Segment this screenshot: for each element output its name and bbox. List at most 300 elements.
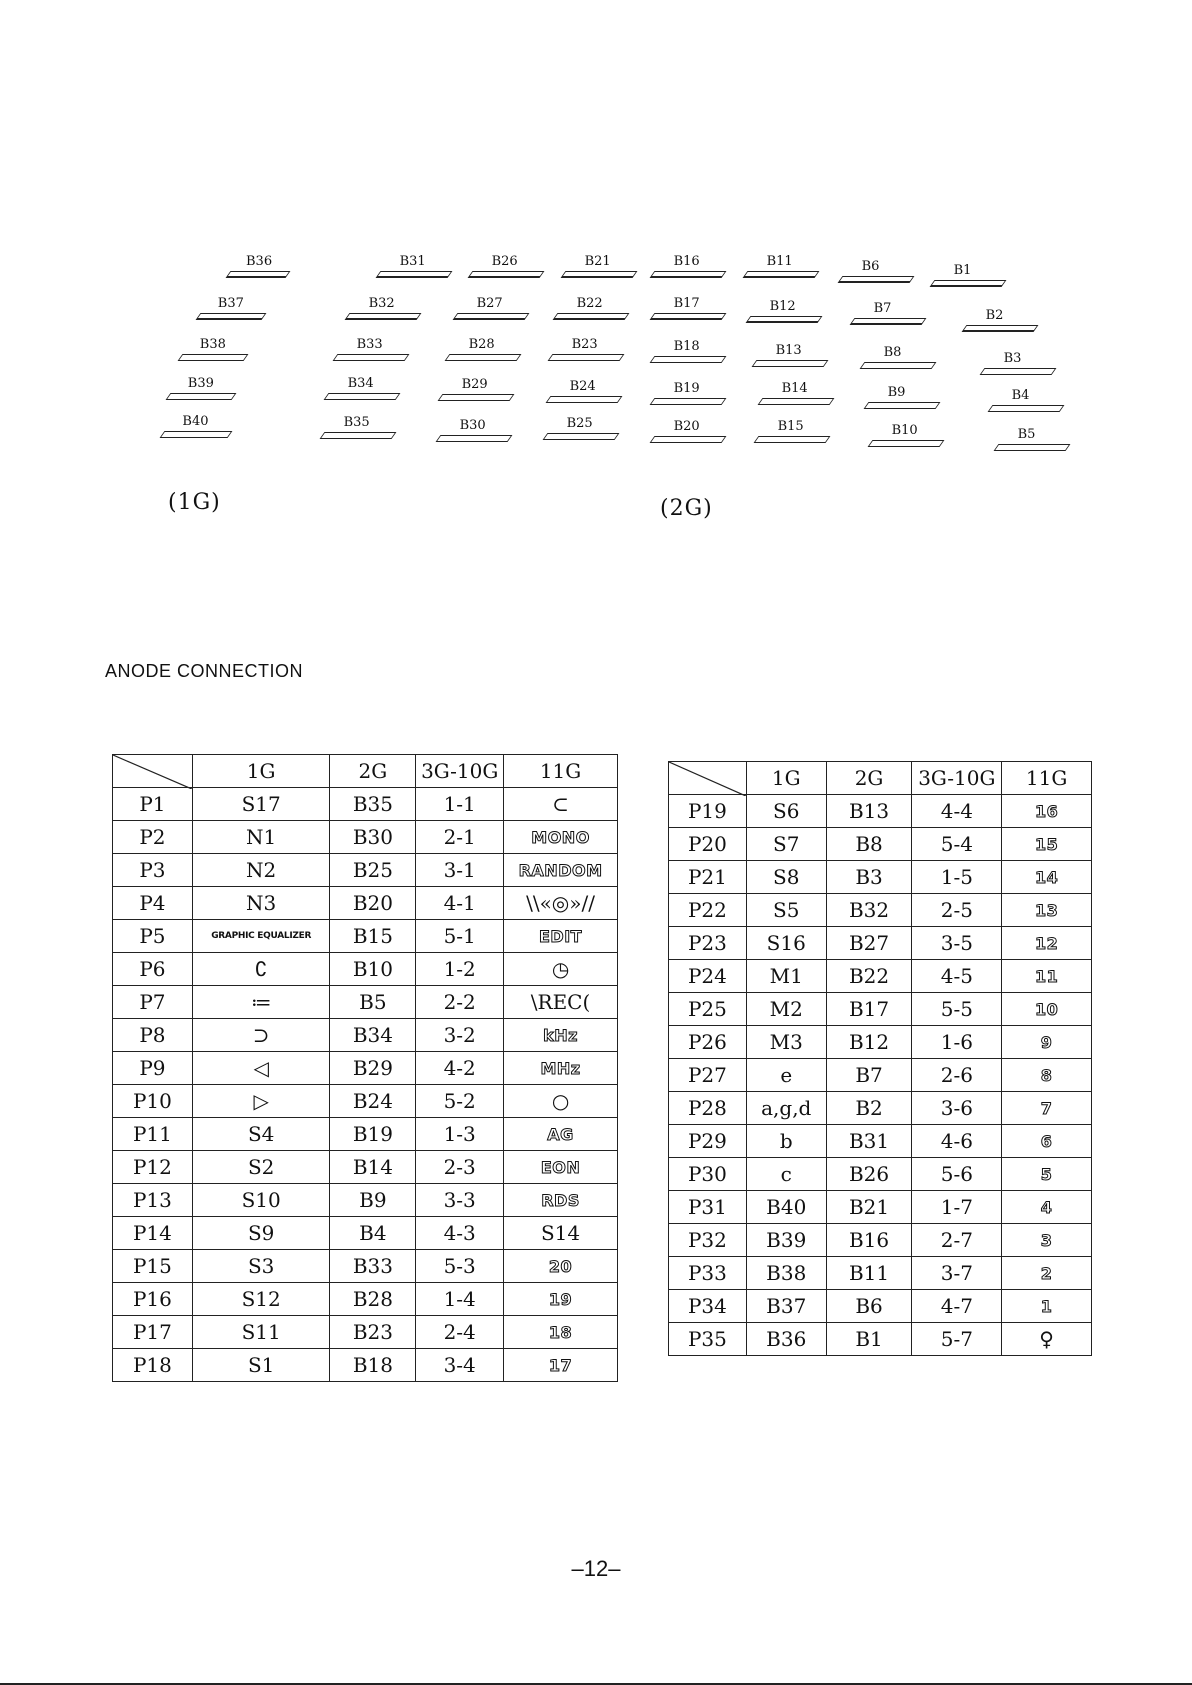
grid-11g-cell: 9 [1002,1026,1092,1059]
segment-label-b15: B15 [777,419,804,434]
grid-3g-10g-cell: 5-1 [416,920,504,953]
segment-bar-b20 [650,436,727,443]
grid-1g-cell: S4 [192,1118,330,1151]
grid-11g-cell: \REC( [504,986,618,1019]
segment-bar-b16 [650,271,727,278]
table-header-row [669,762,1092,795]
grid-11g-cell: ○ [504,1085,618,1118]
grid-2g-cell: B16 [826,1224,912,1257]
table-row [669,1191,1092,1224]
segment-label-b1: B1 [953,263,972,278]
grid-3g-10g-cell: 2-5 [912,894,1002,927]
grid-2g-label: (2G) [660,496,713,521]
grid-2g-cell: B14 [330,1151,416,1184]
table-row [669,1125,1092,1158]
header-2g: 2G [330,755,416,788]
segment-label-b3: B3 [1003,351,1022,366]
pin-cell: P17 [113,1316,193,1349]
segment-label-b23: B23 [571,337,598,352]
grid-3g-10g-cell: 3-2 [416,1019,504,1052]
grid-1g-cell: ∁ [192,953,330,986]
table-row [669,927,1092,960]
grid-11g-cell: 11 [1002,960,1092,993]
section-heading: ANODE CONNECTION [105,661,304,681]
pin-cell: P28 [669,1092,747,1125]
segment-label-b29: B29 [461,377,488,392]
grid-3g-10g-cell: 4-4 [912,795,1002,828]
grid-2g-cell: B26 [826,1158,912,1191]
grid-2g-cell: B34 [330,1019,416,1052]
segment-bar-b39 [166,393,237,400]
header-3g-10g: 3G-10G [416,755,504,788]
segment-bar-b33 [333,354,410,361]
segment-bar-b6 [838,276,915,283]
anode-table-right [668,761,1092,1356]
grid-1g-cell: S16 [746,927,826,960]
grid-11g-cell: S14 [504,1217,618,1250]
grid-2g-cell: B13 [826,795,912,828]
grid-2g-cell: B5 [330,986,416,1019]
segment-label-b27: B27 [476,296,503,311]
pin-cell: P15 [113,1250,193,1283]
grid-1g-cell: c [746,1158,826,1191]
table-row [669,861,1092,894]
grid-2g-cell: B21 [826,1191,912,1224]
segment-label-b24: B24 [569,379,596,394]
segment-bar-b10 [868,440,945,447]
segment-label-b17: B17 [673,296,700,311]
header-2g: 2G [826,762,912,795]
segment-label-b12: B12 [769,299,796,314]
grid-1g-cell: B40 [746,1191,826,1224]
segment-label-b22: B22 [576,296,603,311]
table-row [669,1257,1092,1290]
table-row [113,788,618,821]
grid-11g-cell: 10 [1002,993,1092,1026]
grid-3g-10g-cell: 4-6 [912,1125,1002,1158]
grid-11g-cell: 5 [1002,1158,1092,1191]
grid-3g-10g-cell: 4-5 [912,960,1002,993]
grid-11g-cell: 6 [1002,1125,1092,1158]
pin-cell: P21 [669,861,747,894]
segment-bar-b23 [548,354,625,361]
table-row [113,1250,618,1283]
grid-3g-10g-cell: 1-2 [416,953,504,986]
table-row [669,894,1092,927]
segment-label-b28: B28 [468,337,495,352]
grid-2g-cell: B23 [330,1316,416,1349]
segment-label-b7: B7 [873,301,892,316]
grid-2g-cell: B18 [330,1349,416,1382]
grid-2g-cell: B31 [826,1125,912,1158]
grid-1g-cell: B39 [746,1224,826,1257]
segment-label-b10: B10 [891,423,918,438]
grid-2g-cell: B27 [826,927,912,960]
grid-3g-10g-cell: 5-6 [912,1158,1002,1191]
pin-cell: P2 [113,821,193,854]
segment-label-b40: B40 [182,414,209,429]
grid-2g-cell: B2 [826,1092,912,1125]
grid-2g-cell: B12 [826,1026,912,1059]
segment-label-b21: B21 [584,254,611,269]
pin-cell: P30 [669,1158,747,1191]
pin-cell: P27 [669,1059,747,1092]
grid-3g-10g-cell: 1-1 [416,788,504,821]
segment-bar-b21 [561,271,638,278]
pin-cell: P25 [669,993,747,1026]
grid-11g-cell: MONO [504,821,618,854]
grid-1g-cell: B36 [746,1323,826,1356]
table-row [669,1224,1092,1257]
segment-bar-b5 [994,444,1071,451]
grid-1g-cell: e [746,1059,826,1092]
segment-label-b11: B11 [766,254,793,269]
grid-11g-cell: 17 [504,1349,618,1382]
grid-1g-cell: M2 [746,993,826,1026]
grid-11g-cell: 20 [504,1250,618,1283]
grid-3g-10g-cell: 5-5 [912,993,1002,1026]
table-row [669,993,1092,1026]
grid-1g-cell: S9 [192,1217,330,1250]
segment-label-b36: B36 [246,254,273,269]
header-1g: 1G [192,755,330,788]
segment-bar-b32 [345,313,422,320]
grid-1g-cell: M1 [746,960,826,993]
grid-1g-cell: N3 [192,887,330,920]
grid-2g-cell: B24 [330,1085,416,1118]
grid-11g-cell: MHz [504,1052,618,1085]
segment-bar-b7 [850,318,927,325]
segment-label-b26: B26 [491,254,518,269]
segment-bar-b40 [160,431,233,438]
segment-bar-b27 [453,313,530,320]
segment-bar-b14 [758,398,835,405]
grid-11g-cell: 15 [1002,828,1092,861]
table-row [113,920,618,953]
grid-1g-cell: S3 [192,1250,330,1283]
grid-2g-cell: B8 [826,828,912,861]
table-row [113,1217,618,1250]
grid-2g-cell: B9 [330,1184,416,1217]
segment-bar-b2 [962,325,1039,332]
grid-1g-cell: N1 [192,821,330,854]
grid-11g-cell: 2 [1002,1257,1092,1290]
table-row [113,1118,618,1151]
segment-label-b39: B39 [187,376,214,391]
segment-bar-b11 [743,271,820,278]
grid-11g-cell: ⊂ [504,788,618,821]
table-row [113,1283,618,1316]
segment-bar-b22 [553,313,630,320]
segment-bar-b37 [196,313,267,320]
grid-11g-cell: 8 [1002,1059,1092,1092]
table-row [669,1323,1092,1356]
pin-cell: P8 [113,1019,193,1052]
segment-label-b34: B34 [347,376,374,391]
grid-11g-cell: ◷ [504,953,618,986]
grid-1g-cell: S11 [192,1316,330,1349]
pin-cell: P29 [669,1125,747,1158]
table-row [113,1019,618,1052]
grid-3g-10g-cell: 4-2 [416,1052,504,1085]
grid-2g-cell: B29 [330,1052,416,1085]
pin-cell: P13 [113,1184,193,1217]
segment-bar-b9 [864,402,941,409]
grid-1g-cell: S8 [746,861,826,894]
grid-1g-cell: S7 [746,828,826,861]
grid-1g-label: (1G) [168,490,221,515]
grid-1g-cell: S17 [192,788,330,821]
grid-3g-10g-cell: 2-3 [416,1151,504,1184]
grid-11g-cell: 4 [1002,1191,1092,1224]
header-11g: 11G [1002,762,1092,795]
pin-cell: P4 [113,887,193,920]
grid-3g-10g-cell: 5-4 [912,828,1002,861]
segment-bar-b35 [320,432,397,439]
table-row [113,854,618,887]
corner-cell [113,755,193,788]
page-number: –12– [571,1556,621,1581]
grid-3g-10g-cell: 2-7 [912,1224,1002,1257]
grid-3g-10g-cell: 3-5 [912,927,1002,960]
grid-1g-cell: b [746,1125,826,1158]
segment-label-b25: B25 [566,416,593,431]
pin-cell: P10 [113,1085,193,1118]
table-row [113,887,618,920]
grid-3g-10g-cell: 3-6 [912,1092,1002,1125]
segment-label-b8: B8 [883,345,902,360]
grid-2g-cell: B32 [826,894,912,927]
grid-1g-cell: ≔ [192,986,330,1019]
pin-cell: P12 [113,1151,193,1184]
grid-1g-cell: M3 [746,1026,826,1059]
segment-bar-b12 [746,316,823,323]
grid-11g-cell: 1 [1002,1290,1092,1323]
segment-label-b2: B2 [985,308,1004,323]
table-row [669,795,1092,828]
grid-2g-cell: B10 [330,953,416,986]
grid-2g-cell: B4 [330,1217,416,1250]
pin-cell: P35 [669,1323,747,1356]
segment-bar-b36 [226,271,291,278]
grid-2g-cell: B3 [826,861,912,894]
pin-cell: P33 [669,1257,747,1290]
diagonal-divider-icon [669,762,746,796]
pin-cell: P9 [113,1052,193,1085]
header-11g: 11G [504,755,618,788]
grid-3g-10g-cell: 4-3 [416,1217,504,1250]
segment-bar-b8 [860,362,937,369]
segment-bar-b31 [376,271,453,278]
table-row [113,1349,618,1382]
table-row [113,1085,618,1118]
segment-bar-b4 [988,405,1065,412]
anode-table-left [112,754,618,1382]
pin-cell: P22 [669,894,747,927]
segment-label-b38: B38 [199,337,226,352]
table-row [113,1184,618,1217]
grid-2g-cell: B30 [330,821,416,854]
corner-cell [669,762,747,795]
table-row [669,1092,1092,1125]
grid-1g-cell: a,g,d [746,1092,826,1125]
grid-1g-cell: ◁ [192,1052,330,1085]
grid-2g-cell: B22 [826,960,912,993]
segment-label-b9: B9 [887,385,906,400]
segment-label-b30: B30 [459,418,486,433]
pin-cell: P16 [113,1283,193,1316]
segment-label-b13: B13 [775,343,802,358]
grid-2g-cell: B33 [330,1250,416,1283]
grid-3g-10g-cell: 2-1 [416,821,504,854]
grid-11g-cell: 19 [504,1283,618,1316]
pin-cell: P5 [113,920,193,953]
grid-11g-cell: EDIT [504,920,618,953]
segment-label-b32: B32 [368,296,395,311]
grid-2g-cell: B1 [826,1323,912,1356]
segment-label-b18: B18 [673,339,700,354]
grid-11g-cell: 14 [1002,861,1092,894]
grid-2g-cell: B19 [330,1118,416,1151]
grid-11g-cell: RANDOM [504,854,618,887]
grid-2g-cell: B7 [826,1059,912,1092]
table-row [669,828,1092,861]
grid-1g-cell: N2 [192,854,330,887]
table-row [669,1290,1092,1323]
segment-bar-b3 [980,368,1057,375]
grid-3g-10g-cell: 2-6 [912,1059,1002,1092]
grid-11g-cell: AG [504,1118,618,1151]
segment-bar-b19 [650,398,727,405]
grid-3g-10g-cell: 5-7 [912,1323,1002,1356]
grid-2g-cell: B28 [330,1283,416,1316]
grid-2g-cell: B6 [826,1290,912,1323]
grid-11g-cell: kHz [504,1019,618,1052]
grid-11g-cell: 16 [1002,795,1092,828]
grid-1g-cell: S12 [192,1283,330,1316]
segment-bar-b1 [930,280,1007,287]
grid-1g-cell: S1 [192,1349,330,1382]
segment-label-b37: B37 [217,296,244,311]
segment-label-b35: B35 [343,415,370,430]
pin-cell: P1 [113,788,193,821]
grid-1g-cell: S10 [192,1184,330,1217]
pin-cell: P20 [669,828,747,861]
pin-cell: P26 [669,1026,747,1059]
table-row [113,953,618,986]
header-1g: 1G [746,762,826,795]
grid-11g-cell: \\«◎»// [504,887,618,920]
grid-11g-cell: ♀ [1002,1323,1092,1356]
table-row [113,1052,618,1085]
grid-2g-cell: B35 [330,788,416,821]
table-row [113,986,618,1019]
grid-1g-cell: B37 [746,1290,826,1323]
segment-label-b6: B6 [861,259,880,274]
grid-1g-cell: ▷ [192,1085,330,1118]
grid-1g-cell: GRAPHIC EQUALIZER [192,920,330,953]
grid-11g-cell: 18 [504,1316,618,1349]
grid-3g-10g-cell: 5-2 [416,1085,504,1118]
pin-cell: P11 [113,1118,193,1151]
table-row [669,960,1092,993]
grid-3g-10g-cell: 1-5 [912,861,1002,894]
grid-2g-cell: B20 [330,887,416,920]
segment-bar-b28 [445,354,522,361]
segment-bar-b38 [178,354,249,361]
grid-3g-10g-cell: 1-3 [416,1118,504,1151]
pin-cell: P14 [113,1217,193,1250]
segment-label-b5: B5 [1017,427,1036,442]
grid-1g-cell: ⊃ [192,1019,330,1052]
grid-3g-10g-cell: 1-4 [416,1283,504,1316]
grid-1g-cell: S2 [192,1151,330,1184]
table-header-row [113,755,618,788]
pin-cell: P32 [669,1224,747,1257]
grid-3g-10g-cell: 2-4 [416,1316,504,1349]
segment-bar-b34 [324,393,401,400]
pin-cell: P19 [669,795,747,828]
segment-label-b31: B31 [399,254,426,269]
table-row [669,1059,1092,1092]
segment-label-b4: B4 [1011,388,1030,403]
grid-3g-10g-cell: 4-1 [416,887,504,920]
table-row [113,1316,618,1349]
grid-3g-10g-cell: 3-4 [416,1349,504,1382]
grid-3g-10g-cell: 1-6 [912,1026,1002,1059]
grid-11g-cell: 7 [1002,1092,1092,1125]
segment-label-b16: B16 [673,254,700,269]
grid-2g-cell: B25 [330,854,416,887]
pin-cell: P7 [113,986,193,1019]
segment-bar-b15 [754,436,831,443]
table-row [113,821,618,854]
grid-2g-cell: B15 [330,920,416,953]
grid-3g-10g-cell: 3-3 [416,1184,504,1217]
segment-bar-b30 [436,435,513,442]
segment-bar-b13 [752,360,829,367]
grid-11g-cell: RDS [504,1184,618,1217]
grid-3g-10g-cell: 3-7 [912,1257,1002,1290]
grid-2g-cell: B17 [826,993,912,1026]
grid-11g-cell: 12 [1002,927,1092,960]
grid-11g-cell: 13 [1002,894,1092,927]
segment-label-b14: B14 [781,381,808,396]
grid-11g-cell: EON [504,1151,618,1184]
header-3g-10g: 3G-10G [912,762,1002,795]
pin-cell: P18 [113,1349,193,1382]
diagonal-divider-icon [113,755,192,789]
grid-3g-10g-cell: 3-1 [416,854,504,887]
grid-1g-cell: S5 [746,894,826,927]
pin-cell: P24 [669,960,747,993]
grid-1g-cell: B38 [746,1257,826,1290]
table-row [669,1026,1092,1059]
pin-cell: P6 [113,953,193,986]
grid-3g-10g-cell: 4-7 [912,1290,1002,1323]
segment-bar-b17 [650,313,727,320]
segment-bar-b18 [650,356,727,363]
grid-11g-cell: 3 [1002,1224,1092,1257]
segment-label-b33: B33 [356,337,383,352]
pin-cell: P3 [113,854,193,887]
pin-cell: P23 [669,927,747,960]
table-row [113,1151,618,1184]
segment-bar-b25 [543,433,620,440]
segment-label-b20: B20 [673,419,700,434]
grid-3g-10g-cell: 2-2 [416,986,504,1019]
grid-2g-cell: B11 [826,1257,912,1290]
